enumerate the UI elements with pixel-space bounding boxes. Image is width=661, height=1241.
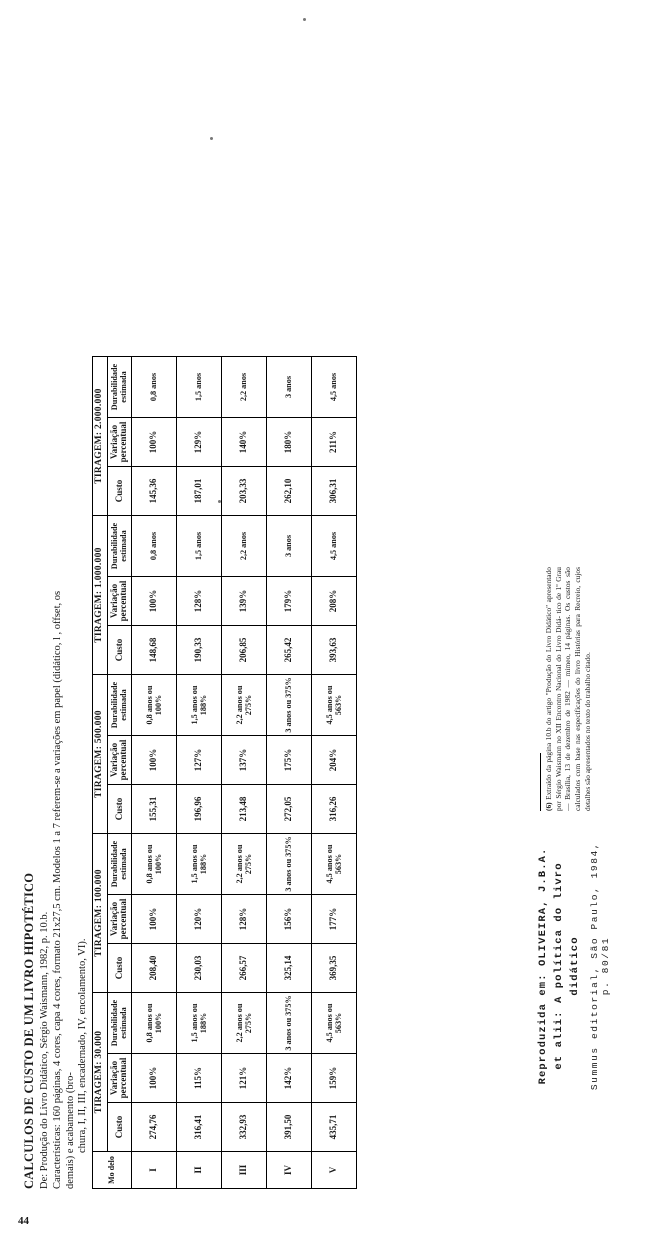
title-block <box>22 569 90 1189</box>
column-header-variacao-2: Variação percentual <box>107 895 131 944</box>
cell-variacao: 100% <box>131 895 176 944</box>
footnote-block <box>540 567 592 811</box>
table-row <box>266 357 311 1189</box>
cell-durabilidade: 2,2 anos <box>221 516 266 577</box>
cell-durabilidade: 1,5 anos ou 188% <box>176 675 221 736</box>
source-line-2: Características: 160 páginas, 4 cores, capa 4 cores, formato 21x27,5 cm. Modelos 1 a 7 referem-se a variações em papel (didático, l , offset, os demais) e acabamento (bro- <box>51 590 76 1189</box>
cell-variacao: 139% <box>221 577 266 626</box>
cell-modelo: II <box>176 1152 221 1189</box>
cell-durabilidade: 0,8 anos ou 100% <box>131 993 176 1054</box>
source-line-3: chura, I, II, III, encadernado, IV, encolamento, VI). <box>77 938 89 1153</box>
cell-modelo: IV <box>266 1152 311 1189</box>
cell-durabilidade: 4,5 anos ou 563% <box>311 834 356 895</box>
credit-main-line: Reproduzida em: OLIVEIRA, J.B.A. et alii: A política do livro didático <box>537 847 581 1085</box>
cell-durabilidade: 4,5 anos <box>311 357 356 418</box>
column-header-durabilidade-1: Durabilidade estimada <box>107 993 131 1054</box>
cell-custo: 274,76 <box>131 1103 176 1152</box>
group-header-100000: TIRAGEM: 100.000 <box>93 834 108 993</box>
cell-variacao: 100% <box>131 577 176 626</box>
footnote-line-2: apresentado por Sérgio Waismann no XII Encontro Nacional do Livro Didá- <box>544 567 563 811</box>
cell-custo: 187,01 <box>176 467 221 516</box>
cell-custo: 316,41 <box>176 1103 221 1152</box>
cell-custo: 266,57 <box>221 944 266 993</box>
cell-modelo: I <box>131 1152 176 1189</box>
cell-custo: 196,96 <box>176 785 221 834</box>
table-row <box>176 357 221 1189</box>
cell-variacao: 100% <box>131 418 176 467</box>
cell-durabilidade: 1,5 anos ou 188% <box>176 993 221 1054</box>
cell-variacao: 140% <box>221 418 266 467</box>
cell-variacao: 180% <box>266 418 311 467</box>
cell-custo: 230,03 <box>176 944 221 993</box>
cell-durabilidade: 0,8 anos <box>131 357 176 418</box>
footnote-line-1: Extraído da página 10.b do artigo "Produção do Livro Didático" <box>544 604 553 800</box>
cell-durabilidade: 3 anos ou 375% <box>266 675 311 736</box>
cell-custo: 190,33 <box>176 626 221 675</box>
cell-durabilidade: 3 anos <box>266 357 311 418</box>
cell-variacao: 137% <box>221 736 266 785</box>
cell-variacao: 100% <box>131 736 176 785</box>
footnote-line-4: Os custos são calculados com base nas especificações do livro Histórias para <box>563 567 582 811</box>
cell-durabilidade: 4,5 anos ou 563% <box>311 993 356 1054</box>
column-header-custo-3: Custo <box>107 785 131 834</box>
cell-custo: 155,31 <box>131 785 176 834</box>
cell-variacao: 120% <box>176 895 221 944</box>
cell-custo: 206,85 <box>221 626 266 675</box>
column-header-durabilidade-3: Durabilidade estimada <box>107 675 131 736</box>
group-header-500000: TIRAGEM: 500.000 <box>93 675 108 834</box>
cell-variacao: 211% <box>311 418 356 467</box>
footnote-text <box>544 567 592 811</box>
reproduction-credit <box>536 841 611 1091</box>
cell-custo: 262,10 <box>266 467 311 516</box>
cell-custo: 332,93 <box>221 1103 266 1152</box>
cell-durabilidade: 4,5 anos ou 563% <box>311 675 356 736</box>
cell-custo: 148,68 <box>131 626 176 675</box>
cell-durabilidade: 2,2 anos <box>221 357 266 418</box>
cell-custo: 265,42 <box>266 626 311 675</box>
column-header-custo-1: Custo <box>107 1103 131 1152</box>
cell-variacao: 142% <box>266 1054 311 1103</box>
group-header-2000000: TIRAGEM: 2.000.000 <box>93 357 108 516</box>
footnote-number: (6) <box>544 802 553 811</box>
cell-variacao: 204% <box>311 736 356 785</box>
column-header-durabilidade-4: Durabilidade estimada <box>107 516 131 577</box>
column-header-custo-4: Custo <box>107 626 131 675</box>
cell-custo: 203,33 <box>221 467 266 516</box>
table-row <box>311 357 356 1189</box>
footnote-line-3: tico de 1º Grau — Brasília, 13 de dezembro de 1982 — mimeo, 14 páginas. <box>553 567 573 811</box>
group-header-row <box>93 357 108 1189</box>
cell-custo: 316,26 <box>311 785 356 834</box>
cell-variacao: 159% <box>311 1054 356 1103</box>
cost-table-head <box>93 357 132 1189</box>
sub-header-row <box>107 357 131 1189</box>
cell-durabilidade: 2,2 anos ou 275% <box>221 675 266 736</box>
cell-durabilidade: 0,8 anos ou 100% <box>131 675 176 736</box>
cell-variacao: 156% <box>266 895 311 944</box>
column-header-variacao-5: Variação percentual <box>107 418 131 467</box>
cell-durabilidade: 4,5 anos <box>311 516 356 577</box>
footnote-rule <box>540 753 541 811</box>
table-row <box>131 357 176 1189</box>
cell-variacao: 128% <box>176 577 221 626</box>
cell-variacao: 121% <box>221 1054 266 1103</box>
cell-variacao: 129% <box>176 418 221 467</box>
column-header-custo-5: Custo <box>107 467 131 516</box>
footnote-line-5: Recreio, cujos detalhes são apresentados no texto do trabalho citado. <box>572 567 592 811</box>
cell-durabilidade: 2,2 anos ou 275% <box>221 993 266 1054</box>
cost-table-body <box>131 357 356 1189</box>
cell-durabilidade: 0,8 anos ou 100% <box>131 834 176 895</box>
cell-variacao: 175% <box>266 736 311 785</box>
column-header-durabilidade-2: Durabilidade estimada <box>107 834 131 895</box>
cell-durabilidade: 3 anos ou 375% <box>266 993 311 1054</box>
cell-custo: 145,36 <box>131 467 176 516</box>
cell-modelo: III <box>221 1152 266 1189</box>
cell-durabilidade: 1,5 anos ou 188% <box>176 834 221 895</box>
cell-variacao: 179% <box>266 577 311 626</box>
cell-variacao: 115% <box>176 1054 221 1103</box>
cell-custo: 393,63 <box>311 626 356 675</box>
cell-custo: 391,50 <box>266 1103 311 1152</box>
cell-custo: 306,31 <box>311 467 356 516</box>
column-header-durabilidade-5: Durabilidade estimada <box>107 357 131 418</box>
column-header-variacao-4: Variação percentual <box>107 577 131 626</box>
cost-table-wrapper <box>92 356 357 1189</box>
page-title: CALCULOS DE CUSTO DE UM LIVRO HIPOTÉTICO <box>22 872 36 1189</box>
column-header-variacao-1: Variação percentual <box>107 1054 131 1103</box>
cell-modelo: V <box>311 1152 356 1189</box>
cell-durabilidade: 0,8 anos <box>131 516 176 577</box>
cell-variacao: 127% <box>176 736 221 785</box>
group-header-30000: TIRAGEM: 30.000 <box>93 993 108 1152</box>
group-header-1000000: TIRAGEM: 1.000.000 <box>93 516 108 675</box>
cell-variacao: 128% <box>221 895 266 944</box>
cell-durabilidade: 1,5 anos <box>176 357 221 418</box>
cell-custo: 325,14 <box>266 944 311 993</box>
source-line-1: De: Produção do Livro Didático, Sérgio Waismann, 1982, p. 10.b. <box>39 911 50 1189</box>
page-number: 44 <box>18 1215 29 1227</box>
column-header-custo-2: Custo <box>107 944 131 993</box>
cell-variacao: 177% <box>311 895 356 944</box>
cell-custo: 272,05 <box>266 785 311 834</box>
cost-table <box>92 356 357 1189</box>
cell-custo: 208,40 <box>131 944 176 993</box>
cell-custo: 369,35 <box>311 944 356 993</box>
cell-durabilidade: 3 anos ou 375% <box>266 834 311 895</box>
column-header-modelo: Mo delo <box>93 1152 132 1189</box>
cell-variacao: 100% <box>131 1054 176 1103</box>
credit-sub-line: Summus editorial, São Paulo, 1984, p. 80/81 <box>589 841 612 1091</box>
cell-variacao: 208% <box>311 577 356 626</box>
cell-custo: 213,48 <box>221 785 266 834</box>
table-row <box>221 357 266 1189</box>
cell-durabilidade: 2,2 anos ou 275% <box>221 834 266 895</box>
cell-durabilidade: 1,5 anos <box>176 516 221 577</box>
cell-durabilidade: 3 anos <box>266 516 311 577</box>
column-header-variacao-3: Variação percentual <box>107 736 131 785</box>
cell-custo: 435,71 <box>311 1103 356 1152</box>
